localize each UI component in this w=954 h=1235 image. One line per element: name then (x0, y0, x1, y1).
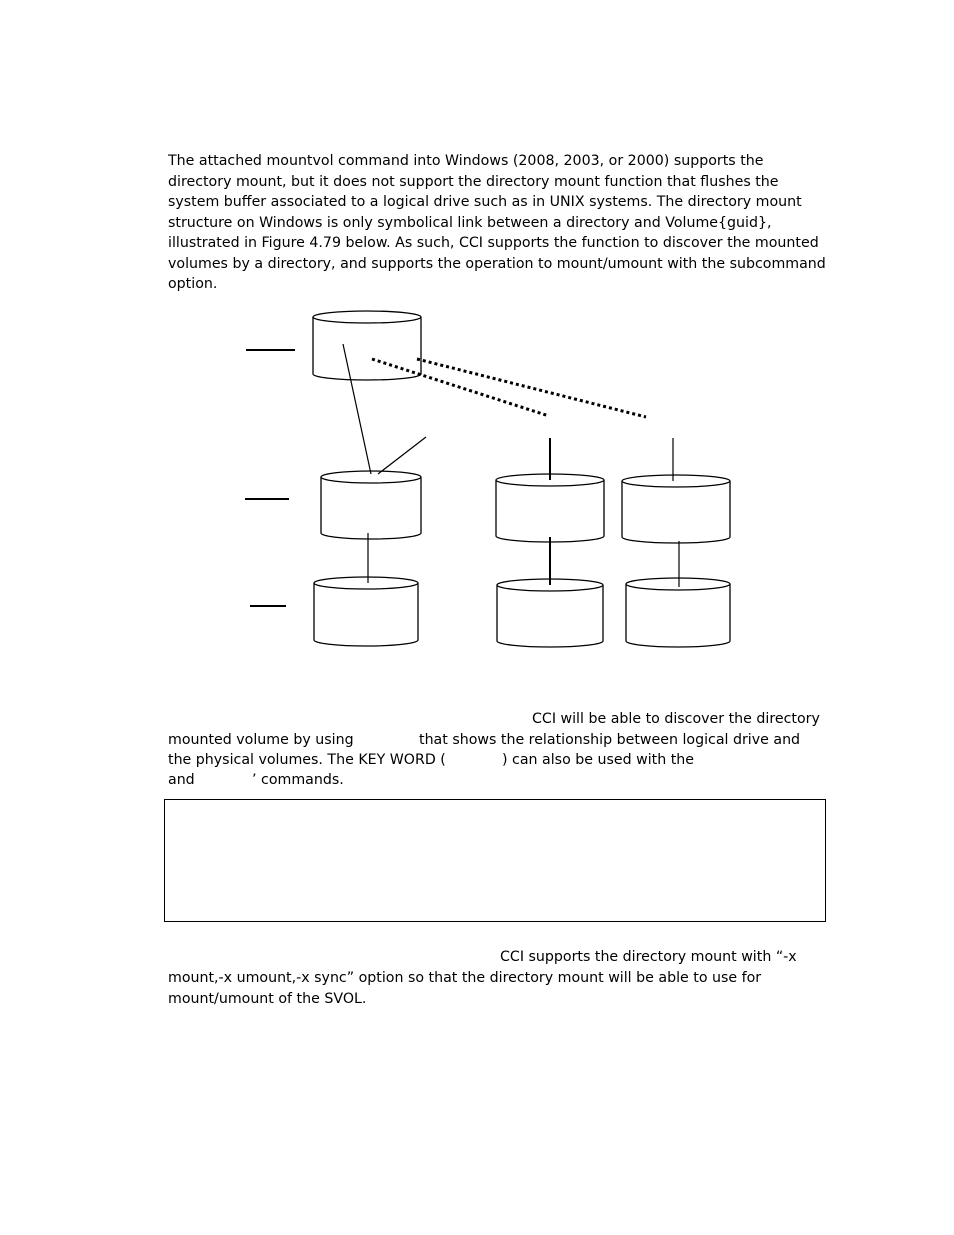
subcommand-line-1: CCI supports the directory mount with “-x (500, 949, 797, 965)
subcommand-line-2: mount,-x umount,-x sync” option so that the directory mount will be able to use for (168, 970, 762, 986)
physical-volume-cylinder-1 (314, 577, 418, 646)
discover-line-4b: ’ commands. (252, 772, 344, 788)
intro-paragraph: The attached mountvol command into Windows (2008, 2003, or 2000) supports the directory mount, but it does not support the directory mount function that flushes the system buffer associated to a logical drive such as in UNIX systems. The directory mount structure on Windows is only symbolical link between a directory and Volume{guid}, illustrated in Figure 4.79 below. As such, CCI supports the function to discover the mounted volumes by a directory, and supports the operation to mount/umount with the subcommand option. (168, 153, 826, 292)
symbolic-link-dotted-line (417, 359, 646, 417)
discover-line-3b: ) can also be used with the (502, 752, 695, 768)
physical-volume-cylinder-3 (626, 578, 730, 647)
discover-line-2b: that shows the relationship between logical drive and (419, 732, 801, 748)
mounted-volume-cylinder-2 (496, 474, 604, 542)
physical-volume-cylinder-2 (497, 579, 603, 647)
pointer-line (378, 437, 426, 474)
discover-line-2a: mounted volume by using (168, 732, 354, 748)
subcommand-line-3: mount/umount of the SVOL. (168, 991, 367, 1007)
discover-line-1: CCI will be able to discover the directory (532, 711, 820, 727)
discover-line-3a: the physical volumes. The KEY WORD ( (168, 752, 446, 768)
example-output-box (164, 799, 826, 922)
discover-line-4a: and (168, 772, 195, 788)
mounted-volume-cylinder-1 (321, 471, 421, 539)
mounted-volume-cylinder-3 (622, 475, 730, 543)
logical-drive-cylinder (313, 311, 421, 380)
